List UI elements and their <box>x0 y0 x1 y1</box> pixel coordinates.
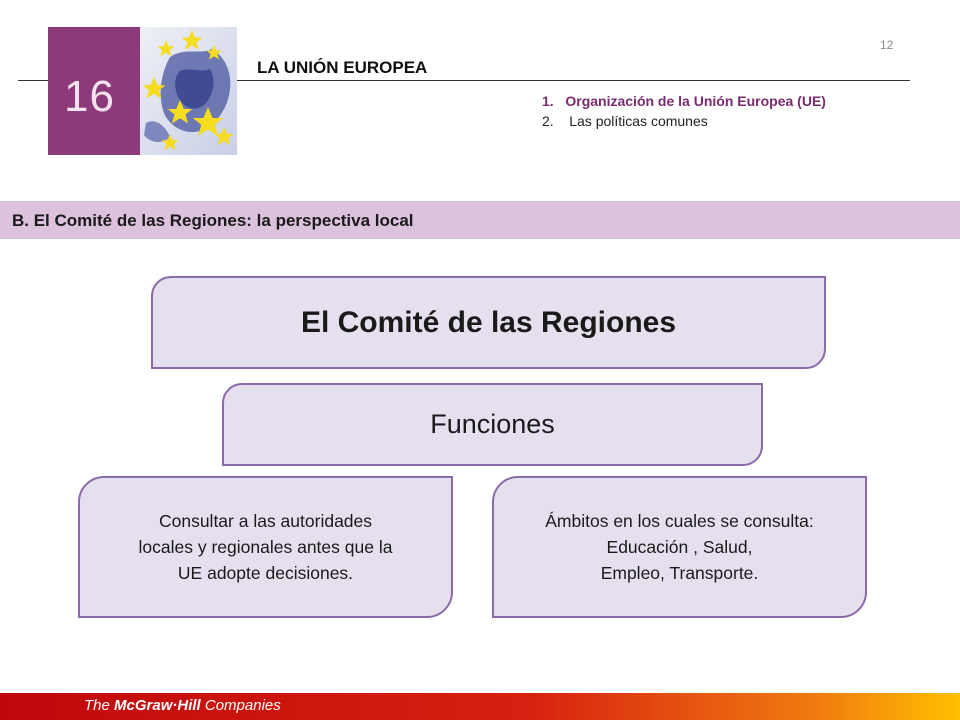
toc-item-1[interactable]: 1. Organización de la Unión Europea (UE) <box>542 93 826 109</box>
eu-map-stars-image <box>140 27 237 155</box>
toc-item-label: Las políticas comunes <box>569 113 708 129</box>
box-text-line: Ámbitos en los cuales se consulta: <box>545 511 814 531</box>
consultation-areas-box <box>492 476 867 618</box>
publisher-logo <box>84 697 281 714</box>
table-of-contents <box>542 93 826 133</box>
toc-item-label: Organización de la Unión Europea (UE) <box>565 93 826 109</box>
toc-item-2[interactable]: 2. Las políticas comunes <box>542 113 708 129</box>
functions-box-label: Funciones <box>430 409 555 439</box>
main-box-label: El Comité de las Regiones <box>300 305 677 339</box>
logo-companies: Companies <box>200 697 281 714</box>
page-number: 12 <box>880 38 894 52</box>
section-title: B. El Comité de las Regiones: la perspectiva local <box>12 211 414 230</box>
logo-name: McGraw·Hill <box>114 697 201 714</box>
box-text-line: Empleo, Transporte. <box>600 563 759 583</box>
box-text-line: Consultar a las autoridades <box>158 511 373 531</box>
box-text-line: UE adopte decisiones. <box>177 563 354 583</box>
box-text-line: locales y regionales antes que la <box>138 537 393 557</box>
consult-authorities-box <box>78 476 453 618</box>
logo-the: The <box>84 697 115 714</box>
functions-box <box>222 383 763 466</box>
chapter-number: 16 <box>64 72 115 121</box>
box-text-line: Educación , Salud, <box>606 537 753 557</box>
main-box <box>151 276 826 369</box>
unit-title: LA UNIÓN EUROPEA <box>257 58 428 77</box>
